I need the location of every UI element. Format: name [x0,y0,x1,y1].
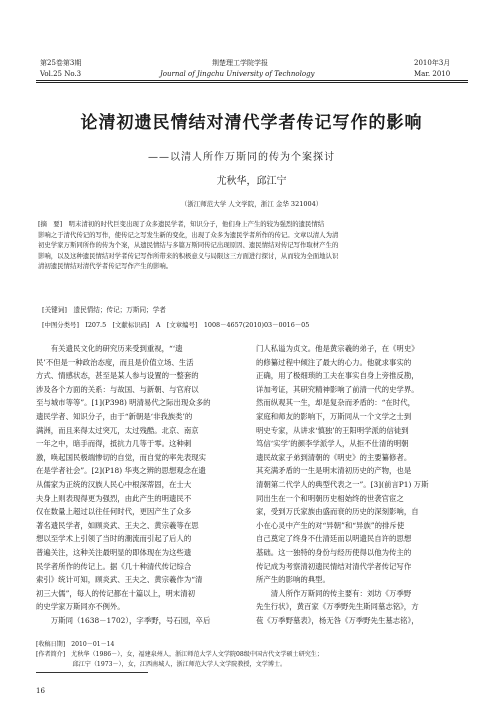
body-text-line: 夫身上则表现得更为强烈，由此产生的明遗民不 [36,493,192,503]
body-text-line: 从儒家为正统的汉族人民心中根深蒂固，在士大 [36,479,192,489]
header-rule [36,80,468,81]
body-text-line: 满洲，而且来得太过突兀，太过残酷。北京、南京 [36,425,199,435]
body-text-line: 传记成为考察清初遗民情结对清代学者传记写作 [256,561,412,571]
header-rule-2 [36,82,468,83]
body-text-line: 先生行状》，黄百家《万季野先生斯同墓志铭》，方 [256,602,419,612]
author-bio-2: 邱江宁（1973－），女，江西南城人，浙江师范大学人文学院教授，文学博士。 [36,661,287,668]
body-text-line: 门人私谥为贞文。他是黄宗羲的弟子，在《明史》 [256,344,419,353]
authors: 尤秋华，邱江宁 [216,176,287,187]
body-text-line: 正确，用了极细琐的工夫在事实自身上旁推反勘， [256,371,419,381]
volume-issue-cn: 第25卷第3期 [40,59,82,67]
received-date: [收稿日期] 2010－01－14 [36,641,115,648]
body-text-line: 一年之中，暗手而得，抵抗力几等于零。这种刺 [36,439,192,449]
body-text-line: 民学者所作的传记上。据《几十种清代传记综合 [36,561,192,571]
body-text-line: 的史学家万斯同亦不例外。 [36,602,125,612]
body-text-line: 民’不但是一种政治态度，而且是价值立场、生活 [36,357,194,367]
abstract-line: 清初遗民情结对清代学者传记写作产生的影响。 [38,262,173,271]
body-text-line: 的修纂过程中倾注了最大的心力。他就求事实的 [256,357,412,367]
body-text-line: 详加考证，其研究精神影响了前清一代的史学界。 [256,384,419,394]
body-text-line: 方式、情感状态，甚至是某人参与设置的一整套的 [36,371,199,381]
classification-numbers: [中图分类号] I207.5 [文献标识码] A [文章编号] 1008－4657(2010)03－0016－05 [42,321,310,329]
body-left-column [36,342,250,627]
body-text-line: 遗民故家子弟到清朝的《明史》的主要纂修者。 [256,452,412,462]
issue-date-en: Mar. 2010 [414,70,451,78]
abstract-line: 影响之于清代传记的写作，使传记之写发生新的变化，出现了众多为遗民学者所作的传记。文章以清人为清 [38,230,339,239]
affiliation: （浙江师范大学 人文学院，浙江 金华 321004） [180,200,323,208]
abstract-line: 初史学家万斯同所作的传为个案，从遗民情结与多篇万斯同传记出现原因、遗民情结对传记写作取材产生的 [38,241,339,250]
body-text-line: 遗民学者、知识分子，由于“新朝是‘非我族类’的 [36,411,193,421]
body-text-line: 想以至学术上引领了当时的潮流而引起了后人的 [36,534,192,544]
body-text-line: 索引》统计可知，顾炎武、王夫之、黄宗羲作为“清 [36,575,203,585]
abstract [38,219,468,272]
body-text-line: 家庭和师友的影响下，万斯同从一个文学之士到 [256,411,412,421]
body-text-line: 万斯同（1638－1702），字季野，号石园，卒后 [36,615,211,625]
body-text-line: 然而纵观其一生，却是复杂而矛盾的：“在时代， [256,398,415,408]
body-text-line: 普遍关注，这种关注最明显的即体现在为这些遗 [36,547,192,557]
body-text-line: 初三大儒”，每人的传记都在十篇以上，明末清初 [36,588,195,598]
journal-name-en: Journal of Jingchu University of Technology [160,70,315,78]
page-number: 16 [36,687,45,695]
running-header [0,0,503,80]
body-text-line: 涉及各个方面的关系：与故国、与新朝、与官府以 [36,384,199,394]
body-text-line: 基础。这一独特的身份与经历使得以他为传主的 [256,547,412,557]
issue-date-cn: 2010年3月 [414,59,451,67]
body-text-line: 明史专家，从讲求‘慎独’的王阳明学派的信徒到 [256,425,409,435]
body-text-line: 苞《万季野墓表》，杨无咎《万季野先生墓志铭》， [256,615,419,625]
abstract-line: 影响，以及这种遗民情结对学者传记写作所带来的积极意义与局限这三方面进行探讨，从而较为全面地认识 [38,251,339,260]
body-right-column [256,342,470,627]
body-text-line: 至与城市等等”。[1](P398) 明清易代之际出现众多的 [36,398,211,408]
article-subtitle: ——以清人所作万斯同的传为个案探讨 [148,152,335,163]
body-text-line: 在是学者社会”。[2](P18) 华夷之辨的思想观念在遗 [36,466,206,476]
body-text-line: 所产生的影响的典型。 [256,575,330,585]
body-text-line: 同出生在一个和明朝历史相始终的世袭官宦之 [256,493,404,503]
body-text-line: 仅在数量上超过以往任何时代，更因产生了众多 [36,507,192,517]
body-text-line: 笃信‘实学’的颜李学派学人，从拒不仕清的明朝 [256,439,409,449]
article-title: 论清初遗民情结对清代学者传记写作的影响 [80,113,423,133]
footnote-rule [36,672,148,673]
body-text-line: 有关遗民文化的研究历来受到重视，“‘遗 [36,344,183,353]
body-text-line: 激，唤起国民极端惨切的自觉，而自觉的率先表现实 [36,452,206,462]
body-text-line: 家，受到万氏家族由盛而衰的历史的深刻影响，自 [256,507,419,517]
keywords: [关键词] 遗民情结；传记；万斯同；学者 [42,306,166,314]
body-text-line: 清人所作万斯同的传主要有：刘坊《万季野 [256,588,412,598]
author-bio-1: [作者简介] 尤秋华（1986－），女，福建泉州人，浙江师范大学人文学院08级中国古代文学硕士研究生； [36,651,323,658]
body-text-line: 著名遗民学者，如顾炎武、王夫之、黄宗羲等在思 [36,520,199,530]
abstract-line: [摘 要] 明末清初的时代巨变出现了众多遗民学者，知识分子，他们身上产生的较为强烈的遗民情结 [38,220,325,228]
body-text-line: 其充满矛盾的一生是明末清初历史的产物，也是 [256,466,412,476]
volume-issue-en: Vol.25 No.3 [40,70,82,78]
body-text-line: 小在心灵中产生的对“异朝”和“异族”的排斥使 [256,520,405,530]
body-text-line: 清朝第二代学人的典型代表之一”。[3](前言P1) 万斯 [256,479,429,489]
journal-name-cn: 荆楚理工学院学报 [212,59,268,67]
body-text-line: 自己奠定了终身不仕清廷而以明遗民自许的思想 [256,534,412,544]
